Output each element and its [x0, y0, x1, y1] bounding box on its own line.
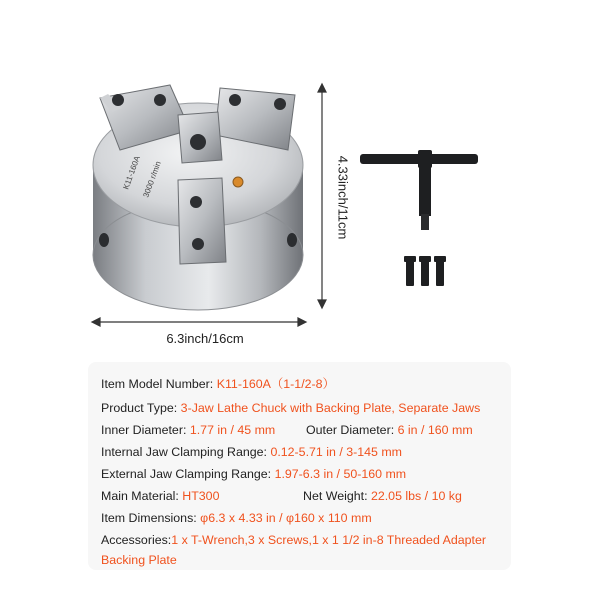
spec-accessories-cont	[101, 552, 177, 568]
spec-label: Net Weight:	[303, 489, 371, 503]
spec-dimensions	[101, 510, 372, 526]
spec-external	[101, 466, 406, 482]
spec-outer	[306, 422, 473, 438]
spec-label: Accessories:	[101, 533, 172, 547]
spec-model	[101, 376, 335, 392]
jaw-bottom	[178, 178, 226, 264]
spec-value: 1 x T-Wrench,3 x Screws,1 x 1 1/2 in-8 Threaded Adapter	[171, 533, 486, 547]
spec-value: 0.12-5.71 in / 3-145 mm	[270, 445, 402, 459]
spec-label: Product Type:	[101, 401, 181, 415]
spec-label: Outer Diameter:	[306, 423, 398, 437]
spec-label: External Jaw Clamping Range:	[101, 467, 275, 481]
spec-internal	[101, 444, 402, 460]
spec-value: 6 in / 160 mm	[397, 423, 473, 437]
spec-label: Item Dimensions:	[101, 511, 201, 525]
spec-inner	[101, 422, 275, 438]
lock-pin	[233, 177, 243, 187]
screws	[404, 256, 446, 286]
spec-label: Main Material:	[101, 489, 183, 503]
spec-label: Inner Diameter:	[101, 423, 190, 437]
width-label: 6.3inch/16cm	[166, 331, 244, 346]
height-label: 4.33inch/11cm	[335, 155, 351, 240]
spec-value: 1.97-6.3 in / 50-160 mm	[274, 467, 407, 481]
spec-label: Internal Jaw Clamping Range:	[101, 445, 271, 459]
spec-value: HT300	[182, 489, 220, 503]
spec-accessories	[101, 532, 486, 548]
jaw-center-top	[178, 112, 222, 163]
spec-value: φ6.3 x 4.33 in / φ160 x 110 mm	[200, 511, 372, 525]
spec-value: K11-160A	[216, 377, 271, 391]
spec-value: Backing Plate	[101, 553, 177, 567]
engraving-model: K11-160A	[121, 154, 142, 191]
engraving-speed: 3000 r/min	[141, 160, 163, 199]
spec-label: Item Model Number:	[101, 377, 217, 391]
width-dimension-arrow	[92, 318, 306, 326]
t-wrench	[360, 150, 478, 230]
spec-value: 22.05 lbs / 10 kg	[370, 489, 462, 503]
spec-type	[101, 400, 480, 416]
spec-material	[101, 488, 219, 504]
spec-weight	[303, 488, 462, 504]
spec-value-extra: （1-1/2-8）	[270, 377, 335, 391]
height-dimension-arrow	[318, 84, 326, 308]
spec-value: 3-Jaw Lathe Chuck with Backing Plate, Separate Jaws	[180, 401, 481, 415]
spec-value: 1.77 in / 45 mm	[189, 423, 276, 437]
